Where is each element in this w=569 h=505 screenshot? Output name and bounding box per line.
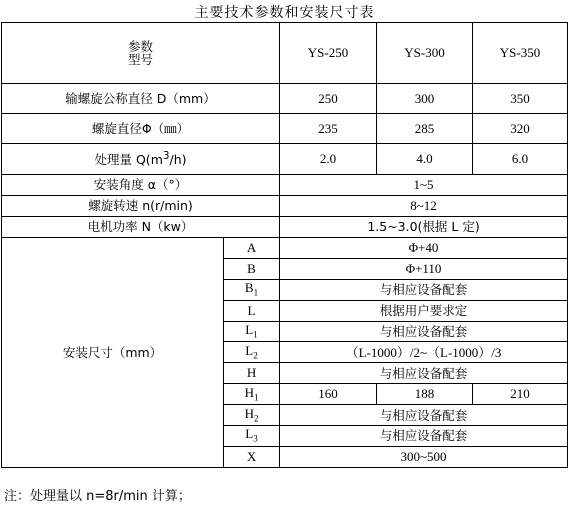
dim-key-sub: 1: [253, 392, 259, 403]
dim-key-letter: L: [245, 426, 254, 442]
dim-key: [224, 258, 280, 279]
nominal-diameter-label: 输螺旋公称直径 D（mm）: [2, 84, 280, 114]
dim-key-letter: H: [244, 405, 254, 421]
dim-value: 根据用户要求定: [280, 300, 568, 321]
dim-key: [224, 405, 280, 426]
model-ys350: YS-350: [473, 23, 568, 84]
cell-value: 320: [473, 114, 568, 144]
dim-value: 与相应设备配套: [280, 405, 568, 426]
speed-value: 8~12: [280, 196, 568, 217]
speed-label: 螺旋转速 n(r/min): [2, 196, 280, 217]
table-row: [2, 144, 568, 175]
dim-value: 与相应设备配套: [280, 321, 568, 342]
dim-key-letter: L: [245, 342, 254, 358]
cell-value: 285: [377, 114, 473, 144]
table-row: [2, 175, 568, 196]
dim-key-sub: 1: [253, 329, 258, 340]
model-label: 型号: [128, 52, 154, 67]
param-label: 参数: [128, 38, 154, 54]
cell-value: 350: [473, 84, 568, 114]
table-row: [2, 217, 568, 238]
dim-key: [224, 300, 280, 321]
spec-table: [1, 22, 568, 468]
model-ys250: YS-250: [280, 23, 377, 84]
dim-key-sub: 2: [253, 413, 259, 424]
cell-value: 235: [280, 114, 377, 144]
dim-value: Φ+40: [280, 238, 568, 259]
dim-value: 300~500: [280, 446, 568, 467]
capacity-label-sup: 3: [162, 150, 170, 163]
dim-key: [224, 384, 280, 405]
dim-value: 160: [280, 384, 377, 405]
dim-key-letter: X: [246, 449, 257, 465]
dim-key: [224, 342, 280, 363]
dim-key-letter: B: [247, 261, 256, 277]
dim-key: [224, 238, 280, 259]
dim-key: [224, 279, 280, 300]
dim-key: [224, 426, 280, 447]
cell-value: 4.0: [377, 144, 473, 175]
table-row: [2, 84, 568, 114]
capacity-label-suffix: /h): [169, 152, 187, 168]
dim-value: 188: [377, 384, 473, 405]
dim-value: （L-1000）/2~（L-1000）/3: [280, 342, 568, 363]
dim-key-letter: B: [244, 280, 254, 296]
power-label: 电机功率 N（kw）: [2, 217, 280, 238]
dim-key-sub: 3: [253, 434, 258, 445]
header-param-model-cell: [2, 23, 280, 84]
dim-value: 与相应设备配套: [280, 426, 568, 447]
header-row: [2, 23, 568, 84]
table-title: 主要技术参数和安装尺寸表: [194, 5, 375, 21]
dim-key-letter: L: [245, 321, 254, 337]
footnote: 注：处理量以 n=8r/min 计算；: [4, 489, 191, 504]
table-row: [2, 238, 568, 259]
dim-key: [224, 321, 280, 342]
dim-key-letter: H: [246, 365, 257, 381]
capacity-label: [2, 144, 280, 175]
power-value: 1.5~3.0(根据 L 定): [280, 217, 568, 238]
cell-value: 300: [377, 84, 473, 114]
table-row: [2, 114, 568, 144]
dim-key-sub: 1: [253, 287, 259, 298]
install-dimension-label: 安装尺寸（mm）: [2, 238, 224, 468]
cell-value: 6.0: [473, 144, 568, 175]
dim-value: 与相应设备配套: [280, 363, 568, 384]
cell-value: 2.0: [280, 144, 377, 175]
dim-key-letter: L: [247, 302, 256, 318]
model-ys300: YS-300: [377, 23, 473, 84]
dim-value: 210: [473, 384, 568, 405]
table-row: [2, 196, 568, 217]
dim-key: [224, 363, 280, 384]
angle-label: 安装角度 α（°）: [2, 175, 280, 196]
angle-value: 1~5: [280, 175, 568, 196]
cell-value: 250: [280, 84, 377, 114]
dim-value: Φ+110: [280, 258, 568, 279]
screw-diameter-label: 螺旋直径Φ（㎜）: [2, 114, 280, 144]
dim-key: [224, 446, 280, 467]
dim-key-letter: A: [246, 240, 257, 256]
capacity-label-prefix: 处理量 Q(m: [94, 152, 163, 168]
dim-key-letter: H: [244, 384, 254, 400]
dim-value: 与相应设备配套: [280, 279, 568, 300]
dim-key-sub: 2: [253, 350, 258, 361]
